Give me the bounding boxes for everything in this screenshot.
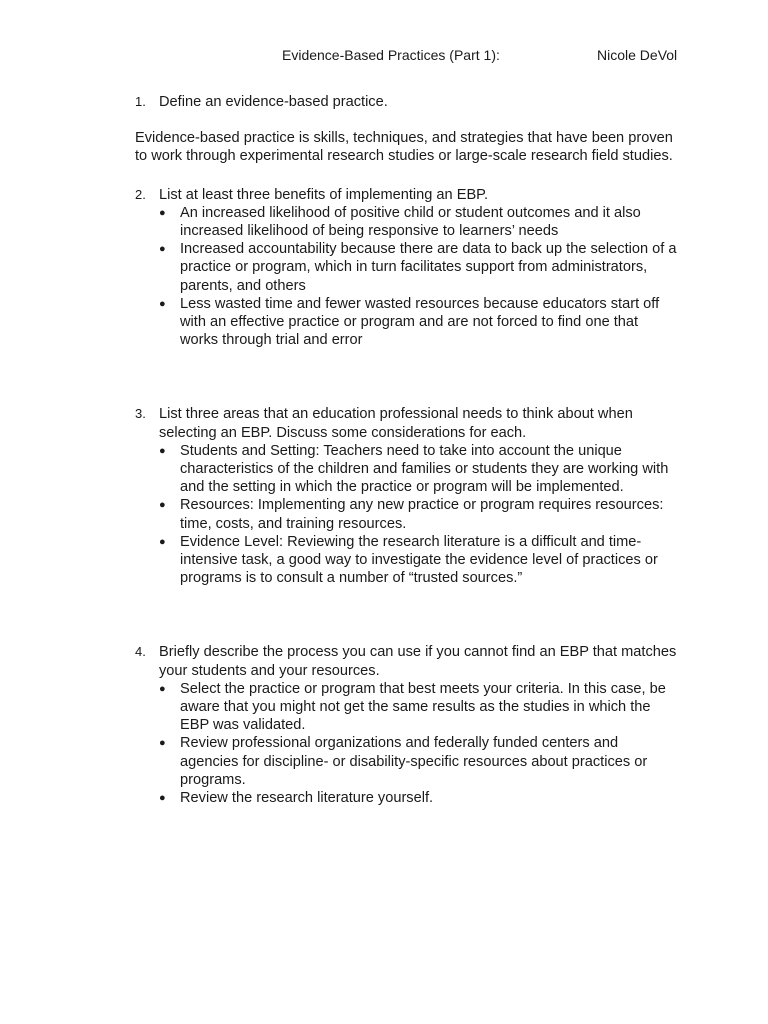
list-item (159, 295, 680, 350)
answer-2-list (135, 204, 680, 350)
list-item-text: Review professional organizations and federally funded centers and agencies for discipline- or disability-specific resources about practices or programs. (180, 735, 648, 788)
list-item-text: Review the research literature yourself. (180, 790, 434, 807)
list-item (159, 680, 680, 735)
list-item-text: An increased likelihood of positive child or student outcomes and it also increased likelihood of being responsive to learners’ needs (180, 204, 641, 240)
question-4-text: Briefly describe the process you can use if you cannot find an EBP that matches your students and your resources. (159, 644, 677, 679)
bullet-icon: ● (159, 243, 166, 256)
answer-4-list (135, 680, 680, 807)
list-item (159, 789, 680, 807)
page-header (0, 46, 768, 64)
bullet-icon: ● (159, 206, 166, 219)
list-item (159, 204, 680, 240)
list-item (159, 240, 680, 295)
bullet-icon: ● (159, 535, 166, 548)
bullet-icon: ● (159, 737, 166, 750)
question-4-number: 4. (135, 644, 146, 660)
list-item-text: Resources: Implementing any new practice or program requires resources: time, costs, and training resources. (180, 497, 664, 532)
list-item-text: Select the practice or program that best meets your criteria. In this case, be aware that you might not get the same results as the studies in which the EBP was validated. (180, 680, 666, 734)
question-3-text: List three areas that an education professional needs to think about when selecting an EBP. Discuss some considerations for each. (159, 406, 633, 441)
list-item-text: Evidence Level: Reviewing the research literature is a difficult and time-intensive task, a good way to investigate the evidence level of practices or programs is to consult a number of “trusted sources.” (180, 533, 658, 587)
bullet-icon: ● (159, 792, 166, 805)
question-1-number: 1. (135, 94, 146, 109)
author-name: Nicole DeVol (597, 47, 678, 63)
bullet-icon: ● (159, 297, 166, 310)
bullet-icon: ● (159, 499, 166, 512)
question-4 (135, 643, 680, 679)
document-title: Evidence-Based Practices (Part 1): (282, 47, 500, 63)
list-item (159, 496, 680, 532)
answer-3-list (135, 442, 680, 588)
list-item-text: Students and Setting: Teachers need to take into account the unique characteristics of the children and families or students they are working with and the setting in which the practice or program will be implemented. (180, 442, 669, 496)
list-item (159, 533, 680, 588)
list-item (159, 442, 680, 497)
question-3 (135, 405, 680, 441)
document-body (135, 93, 680, 807)
question-2-text: List at least three benefits of implementing an EBP. (159, 186, 489, 203)
bullet-icon: ● (159, 444, 166, 457)
question-2-number: 2. (135, 186, 146, 202)
list-item-text: Less wasted time and fewer wasted resources because educators start off with an effective practice or program and are not forced to find one that works through trial and error (180, 295, 660, 349)
question-1-text: Define an evidence-based practice. (159, 94, 388, 110)
list-item-text: Increased accountability because there are data to back up the selection of a practice or program, which in turn facilitates support from administrators, parents, and others (180, 241, 677, 294)
list-item (159, 734, 680, 789)
bullet-icon: ● (159, 682, 166, 695)
question-3-number: 3. (135, 406, 146, 422)
answer-1-paragraph: Evidence-based practice is skills, techniques, and strategies that have been proven to work through experimental research studies or large-scale research field studies. (135, 130, 673, 165)
question-1 (135, 93, 680, 111)
question-2 (135, 186, 680, 204)
